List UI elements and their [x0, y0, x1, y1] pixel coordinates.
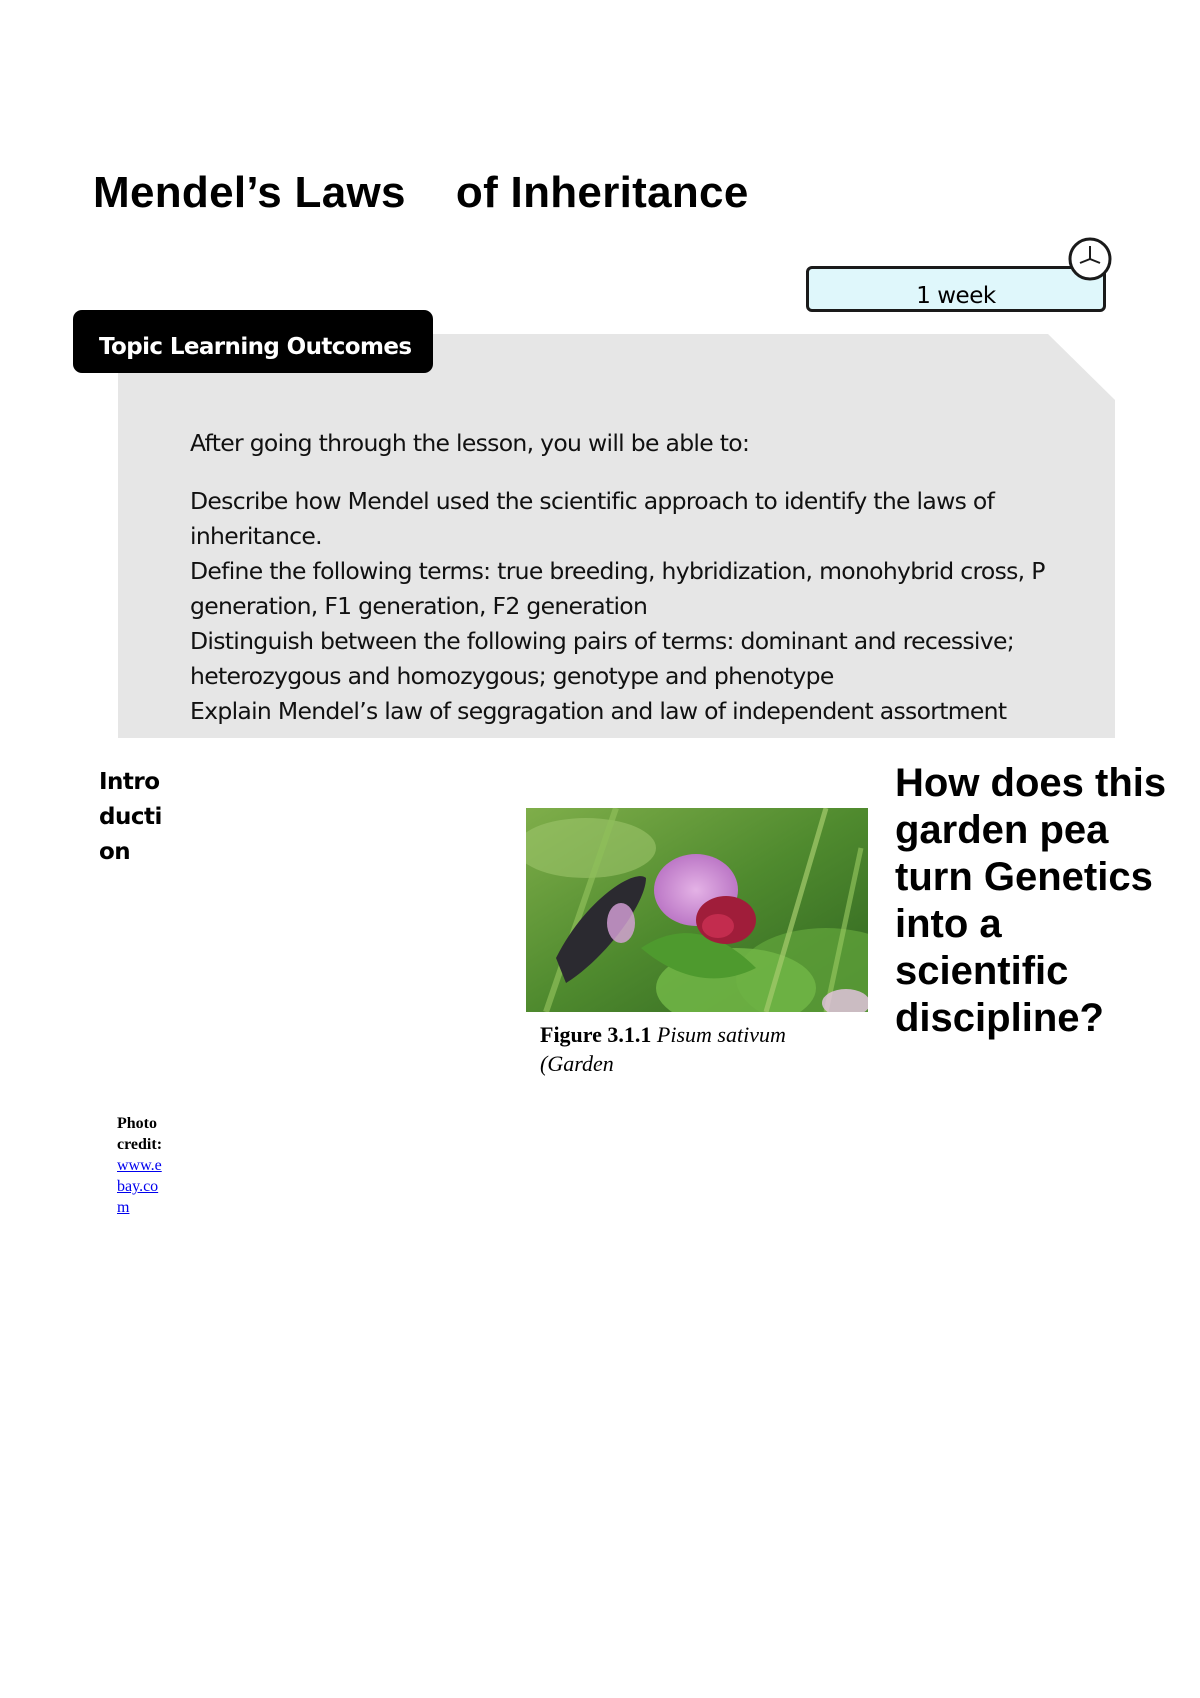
photo-credit [117, 1113, 163, 1218]
photo-credit-label: Photo credit: [117, 1115, 163, 1153]
outcome-item: Describe how Mendel used the scientific approach to identify the laws of inheritance. [190, 487, 995, 550]
duration-badge [806, 266, 1106, 312]
outcomes-list [190, 484, 1090, 729]
outcome-item: Distinguish between the following pairs of terms: dominant and recessive; heterozygous and homozygous; genotype and phenotype [190, 627, 1014, 690]
outcome-item: Define the following terms: true breeding, hybridization, monohybrid cross, P generation, F1 generation, F2 generation [190, 557, 1045, 620]
learning-outcomes-tab [73, 310, 433, 373]
learning-outcomes-title: Topic Learning Outcomes [99, 334, 412, 360]
outcome-item: Explain Mendel’s law of seggragation and law of independent assortment [190, 697, 1007, 725]
figure-caption [540, 1020, 840, 1078]
clock-icon [1067, 236, 1113, 282]
introduction-heading: Introduction [99, 769, 162, 865]
guiding-question: How does this garden pea turn Genetics into a scientific discipline? [895, 761, 1167, 1040]
figure-species-name: Pisum sativum (Garden [540, 1022, 786, 1076]
duration-text: 1 week [916, 283, 996, 309]
figure-label: Figure 3.1.1 [540, 1022, 652, 1047]
garden-pea-photo [526, 808, 868, 1012]
outcomes-intro: After going through the lesson, you will be able to: [190, 429, 750, 457]
document-title: Mendel’s Laws of Inheritance [93, 168, 749, 217]
photo-credit-link[interactable]: www.ebay.com [117, 1157, 162, 1216]
